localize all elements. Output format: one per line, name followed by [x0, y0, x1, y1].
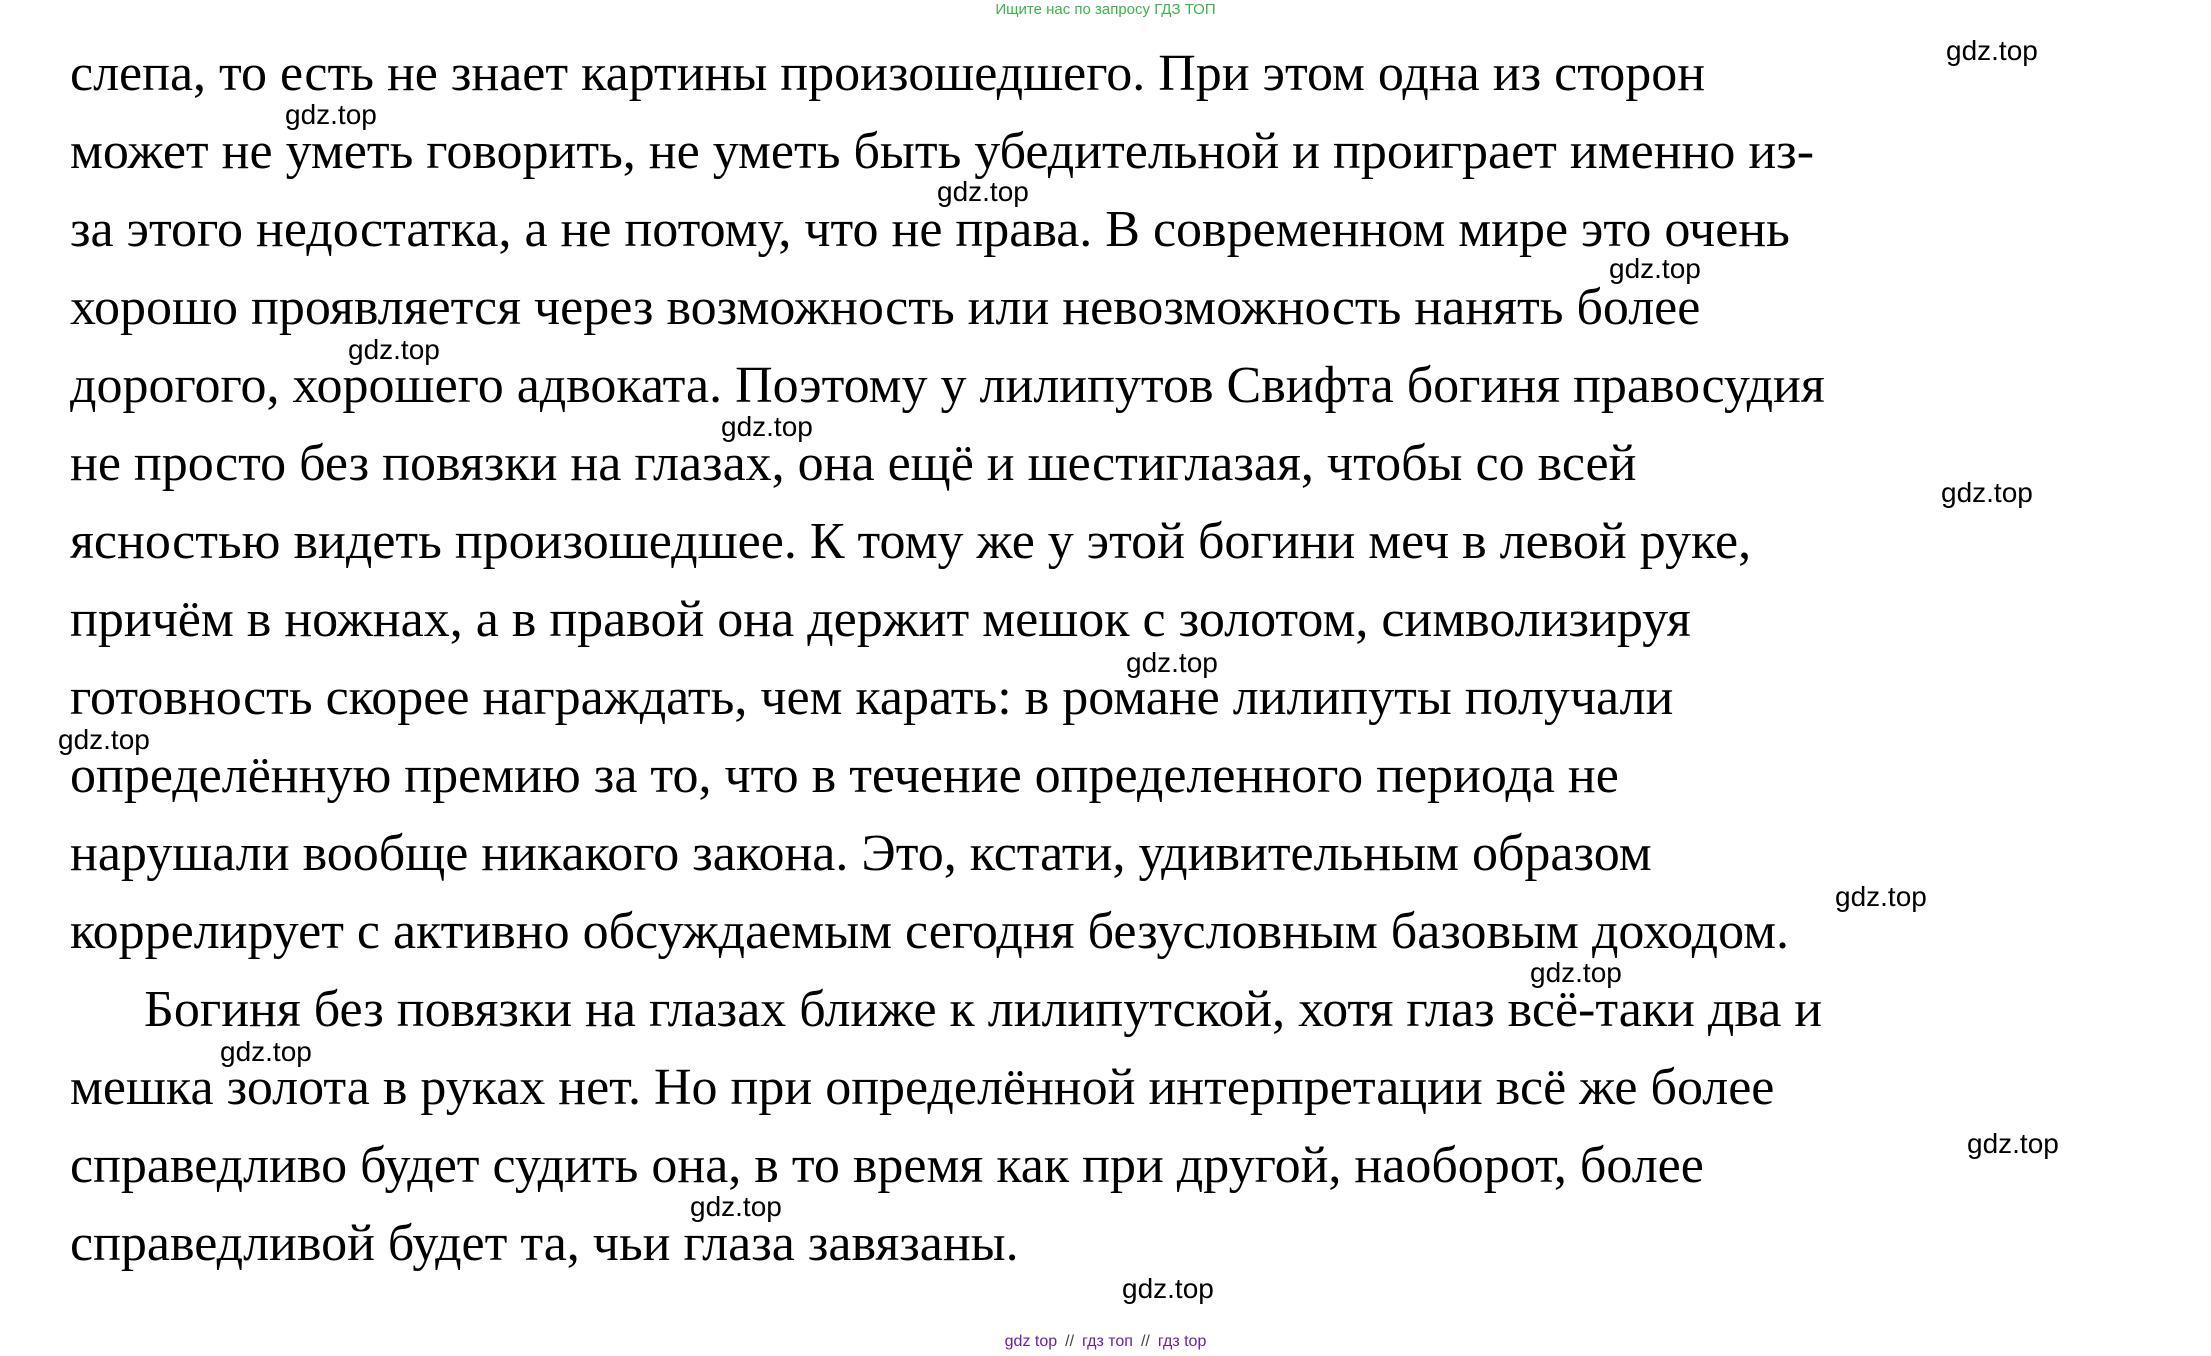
top-banner[interactable]: Ищите нас по запросу ГДЗ ТОП [995, 1, 1216, 18]
watermark: gdz.top [1530, 957, 1622, 988]
text-line: ясностью видеть произошедшее. К тому же у этой богини меч в левой руке, [70, 513, 1752, 570]
text-line: справедливой будет та, чьи глаза завязаны. [70, 1215, 1019, 1272]
watermark: gdz.top [285, 99, 377, 130]
footer-link-gdz-top-ru[interactable]: гдз топ [1082, 1333, 1133, 1350]
watermark: gdz.top [1941, 477, 2033, 508]
text-line: коррелирует с активно обсуждаемым сегодня безусловным базовым доходом. [70, 903, 1789, 960]
text-line: причём в ножнах, а в правой она держит мешок с золотом, символизируя [70, 591, 1691, 648]
watermark: gdz.top [690, 1191, 782, 1222]
watermark: gdz.top [1946, 35, 2038, 66]
footer-link-gdz-top[interactable]: gdz top [1004, 1333, 1058, 1350]
text-line: за этого недостатка, а не потому, что не права. В современном мире это очень [70, 201, 1790, 258]
watermark: gdz.top [58, 724, 150, 755]
paragraph-start-line: Богиня без повязки на глазах ближе к лилипутской, хотя глаз всё-таки два и [144, 981, 1823, 1038]
watermark: gdz.top [1122, 1273, 1214, 1304]
watermark: gdz.top [1126, 647, 1218, 678]
text-line: определённую премию за то, что в течение определенного периода не [70, 747, 1619, 804]
watermark: gdz.top [721, 411, 813, 442]
watermark: gdz.top [1609, 253, 1701, 284]
text-line: готовность скорее награждать, чем карать: в романе лилипуты получали [70, 669, 1674, 726]
footer-separator: // [1140, 1333, 1150, 1350]
watermark: gdz.top [1835, 881, 1927, 912]
text-line: нарушали вообще никакого закона. Это, кстати, удивительным образом [70, 825, 1652, 882]
watermark: gdz.top [220, 1036, 312, 1067]
watermark: gdz.top [1967, 1128, 2059, 1159]
text-line: может не уметь говорить, не уметь быть убедительной и проиграет именно из- [70, 123, 1815, 180]
footer-link-gdz-top-mixed[interactable]: гдз top [1157, 1333, 1207, 1350]
text-line: справедливо будет судить она, в то время как при другой, наоборот, более [70, 1137, 1704, 1194]
watermark: gdz.top [348, 334, 440, 365]
text-line: мешка золота в руках нет. Но при определённой интерпретации всё же более [70, 1059, 1775, 1116]
watermark: gdz.top [937, 176, 1029, 207]
text-line: слепа, то есть не знает картины произошедшего. При этом одна из сторон [70, 45, 1706, 102]
text-line: не просто без повязки на глазах, она ещё и шестиглазая, чтобы со всей [70, 435, 1637, 492]
text-line: хорошо проявляется через возможность или невозможность нанять более [70, 279, 1701, 336]
footer-links [0, 1332, 2211, 1352]
text-line: дорогого, хорошего адвоката. Поэтому у лилипутов Свифта богиня правосудия [70, 357, 1825, 414]
footer-separator: // [1065, 1333, 1075, 1350]
